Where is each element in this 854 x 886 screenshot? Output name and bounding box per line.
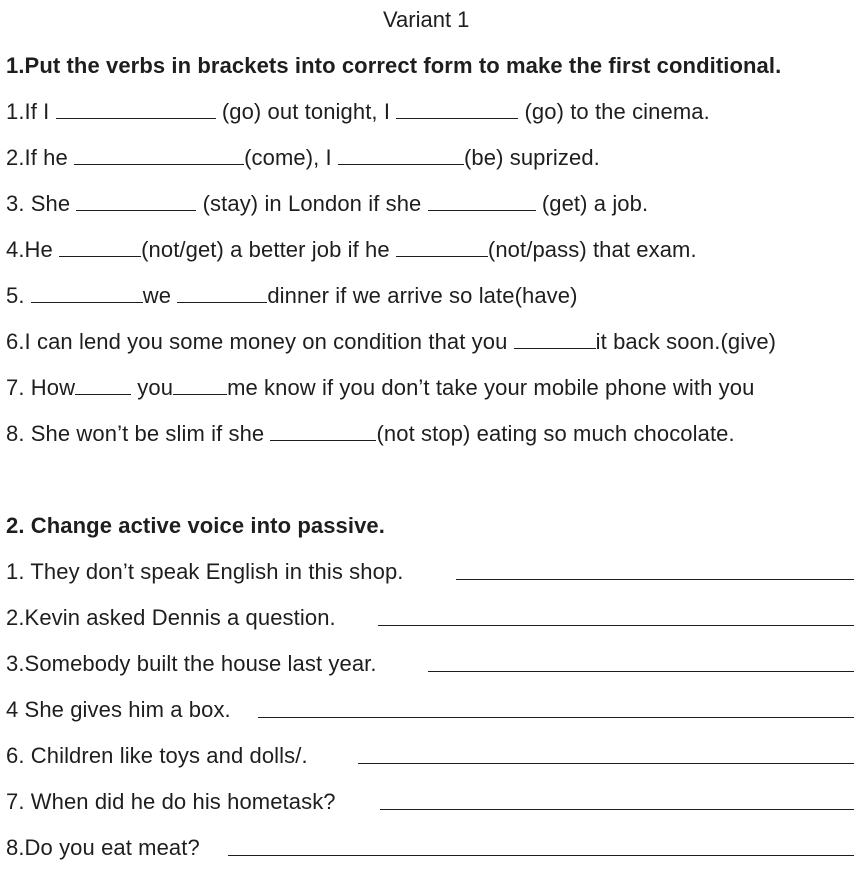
s1-item-5-part-3: dinner if we arrive so late(have): [267, 283, 578, 308]
s1-item-7: [6, 374, 754, 402]
s1-item-7-blank-1[interactable]: [75, 376, 131, 395]
s1-item-2-part-2: (come), I: [244, 145, 338, 170]
s1-item-4: [6, 236, 697, 264]
s1-item-1: [6, 98, 710, 126]
s1-item-7-part-3: me know if you don’t take your mobile phone with you: [227, 375, 755, 400]
s1-item-4-part-3: (not/pass) that exam.: [487, 237, 697, 262]
s2-item-4-answer-line[interactable]: [258, 717, 854, 718]
s1-item-2-part-1: 2.If he: [6, 145, 75, 170]
s1-item-6-part-2: it back soon.(give): [595, 329, 777, 354]
s1-item-8-part-1: 8. She won’t be slim if she: [6, 421, 271, 446]
s2-item-1: 1. They don’t speak English in this shop.: [6, 559, 404, 584]
worksheet-title: Variant 1: [383, 7, 470, 32]
s2-item-2: 2.Kevin asked Dennis a question.: [6, 605, 336, 630]
s1-item-6-part-1: 6.I can lend you some money on condition that you: [6, 329, 514, 354]
s1-item-8-part-2: (not stop) eating so much chocolate.: [376, 421, 735, 446]
s2-item-7-answer-line[interactable]: [228, 855, 854, 856]
s1-item-6-blank-1[interactable]: [514, 330, 596, 349]
s1-item-3-part-3: (get) a job.: [535, 191, 649, 216]
s1-item-2-blank-1[interactable]: [74, 146, 244, 165]
s1-item-6: [6, 328, 776, 356]
s2-item-6-answer-line[interactable]: [380, 809, 854, 810]
section-2-heading: 2. Change active voice into passive.: [6, 513, 385, 538]
s1-item-7-part-2: you: [131, 375, 174, 400]
s2-item-5: 6. Children like toys and dolls/.: [6, 743, 308, 768]
s1-item-3-part-1: 3. She: [6, 191, 77, 216]
s1-item-2-blank-2[interactable]: [338, 146, 464, 165]
s1-item-3-blank-2[interactable]: [428, 192, 536, 211]
s1-item-4-blank-2[interactable]: [396, 238, 488, 257]
s1-item-1-part-1: 1.If I: [6, 99, 56, 124]
s1-item-4-blank-1[interactable]: [59, 238, 141, 257]
s1-item-2-part-3: (be) suprized.: [463, 145, 600, 170]
s1-item-3-part-2: (stay) in London if she: [196, 191, 428, 216]
s2-item-6: 7. When did he do his hometask?: [6, 789, 336, 814]
s2-item-4: 4 She gives him a box.: [6, 697, 231, 722]
s1-item-7-part-1: 7. How: [6, 375, 76, 400]
s1-item-7-blank-2[interactable]: [173, 376, 227, 395]
s1-item-8-blank-1[interactable]: [270, 422, 376, 441]
s1-item-1-blank-1[interactable]: [56, 100, 216, 119]
section-1-heading: 1.Put the verbs in brackets into correct form to make the first conditional.: [6, 53, 782, 78]
s1-item-5-blank-1[interactable]: [31, 284, 143, 303]
s1-item-4-part-2: (not/get) a better job if he: [141, 237, 396, 262]
s1-item-8: [6, 420, 735, 448]
s2-item-3: 3.Somebody built the house last year.: [6, 651, 377, 676]
s2-item-5-answer-line[interactable]: [358, 763, 854, 764]
s1-item-5-part-1: 5.: [6, 283, 31, 308]
s1-item-2: [6, 144, 600, 172]
s1-item-3-blank-1[interactable]: [76, 192, 196, 211]
s2-item-2-answer-line[interactable]: [378, 625, 854, 626]
s2-item-3-answer-line[interactable]: [428, 671, 854, 672]
s1-item-5: [6, 282, 578, 310]
s1-item-5-part-2: we: [142, 283, 178, 308]
s1-item-3: [6, 190, 648, 218]
s1-item-1-part-2: (go) out tonight, I: [215, 99, 397, 124]
s1-item-1-blank-2[interactable]: [396, 100, 518, 119]
s1-item-5-blank-2[interactable]: [177, 284, 267, 303]
s1-item-1-part-3: (go) to the cinema.: [518, 99, 710, 124]
s2-item-1-answer-line[interactable]: [456, 579, 854, 580]
s2-item-7: 8.Do you eat meat?: [6, 835, 200, 860]
s1-item-4-part-1: 4.He: [6, 237, 60, 262]
